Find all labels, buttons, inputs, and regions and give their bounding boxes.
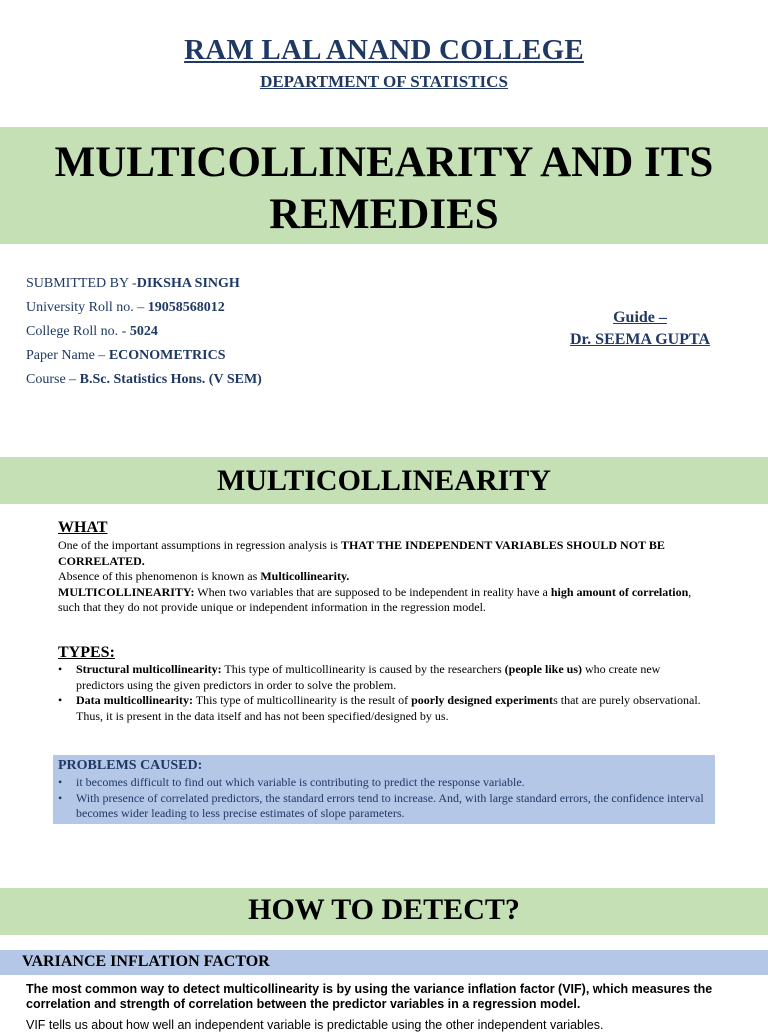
- department-name: DEPARTMENT OF STATISTICS: [260, 72, 508, 91]
- submitted-by-row: [26, 272, 262, 296]
- type-name: Structural multicollinearity:: [76, 662, 222, 676]
- problems-list: [58, 775, 708, 822]
- types-list: [58, 662, 708, 724]
- univ-roll-value: 19058568012: [147, 300, 225, 315]
- page-title: [0, 137, 768, 241]
- guide-name: Dr. SEEMA GUPTA: [569, 331, 710, 348]
- what-paragraph-3: [58, 585, 708, 616]
- what-paragraph-1: [58, 538, 708, 569]
- univ-roll-label: University Roll no. –: [26, 300, 148, 315]
- title-line-1: MULTICOLLINEARITY AND ITS: [54, 139, 714, 186]
- what-heading: WHAT: [58, 519, 108, 536]
- what-p3-bold: high amount of correlation: [550, 584, 689, 599]
- paper-name-row: [26, 344, 262, 368]
- type-text: This type of multicollinearity is the result of: [192, 693, 412, 707]
- type-bold: poorly designed experiment: [411, 693, 554, 707]
- section-title-multicollinearity: MULTICOLLINEARITY: [217, 464, 551, 497]
- section-title-detect: HOW TO DETECT?: [248, 893, 520, 926]
- guide-block: [548, 307, 732, 351]
- bullet-dot: •: [58, 790, 63, 805]
- what-p2-bold: Multicollinearity.: [260, 569, 350, 583]
- types-heading: TYPES:: [58, 644, 115, 661]
- title-line-2: REMEDIES: [269, 191, 499, 238]
- list-item: [58, 662, 708, 693]
- type-tail: s that are purely observational. Thus, it is present in the data itself and has not been specified/designed by us.: [76, 693, 701, 723]
- college-roll-label: College Roll no. -: [26, 324, 130, 339]
- course-label: Course –: [26, 372, 80, 387]
- submitted-label: SUBMITTED BY -: [26, 276, 137, 291]
- what-body: [58, 538, 708, 616]
- paper-name-label: Paper Name –: [26, 348, 109, 363]
- type-text: This type of multicollinearity is caused by the researchers: [221, 662, 505, 676]
- college-name: RAM LAL ANAND COLLEGE: [184, 34, 584, 66]
- type-bold: (people like us): [504, 662, 583, 676]
- type-tail: who create new predictors using the given predictors in order to solve the problem.: [76, 662, 661, 692]
- vif-extra: VIF tells us about how well an independent variable is predictable using the other independent variables.: [26, 1018, 604, 1032]
- what-p3-text: When two variables that are supposed to be independent in reality have a: [194, 584, 551, 599]
- list-item: [58, 693, 708, 724]
- what-paragraph-2: [58, 569, 708, 585]
- what-p3-term: MULTICOLLINEARITY:: [58, 584, 195, 599]
- college-roll-row: [26, 320, 262, 344]
- what-p1-text: One of the important assumptions in regression analysis is: [58, 538, 341, 552]
- college-roll-value: 5024: [129, 324, 158, 339]
- what-p3-tail: , such that they do not provide unique or independent information in the regression model.: [58, 584, 692, 614]
- type-name: Data multicollinearity:: [76, 693, 193, 707]
- course-row: [26, 368, 262, 392]
- course-value: B.Sc. Statistics Hons. (V SEM): [79, 372, 262, 387]
- what-p2-text: Absence of this phenomenon is known as: [58, 569, 261, 583]
- problem-text: With presence of correlated predictors, the standard errors tend to increase. And, with large standard errors, the confidence interval becomes wider leading to less precise estimates of slope parameters.: [76, 790, 704, 820]
- guide-label: Guide –: [613, 309, 667, 326]
- bullet-dot: •: [58, 662, 63, 676]
- problem-text: it becomes difficult to find out which variable is contributing to predict the response variable.: [76, 775, 525, 789]
- what-p1-bold: THAT THE INDEPENDENT VARIABLES SHOULD NOT BE CORRELATED.: [58, 538, 665, 568]
- vif-heading: VARIANCE INFLATION FACTOR: [22, 953, 270, 970]
- submitted-value: DIKSHA SINGH: [136, 276, 240, 291]
- univ-roll-row: [26, 296, 262, 320]
- submission-info: [26, 272, 262, 392]
- vif-body: The most common way to detect multicollinearity is by using the variance inflation factor (VIF), which measures the correlation and strength of correlation between the predictor variables in a regression model.: [26, 982, 713, 1011]
- paper-name-value: ECONOMETRICS: [108, 348, 226, 363]
- list-item: [58, 775, 708, 791]
- bullet-dot: •: [58, 775, 63, 789]
- problems-heading: PROBLEMS CAUSED:: [58, 758, 203, 773]
- bullet-dot: •: [58, 693, 63, 707]
- list-item: [58, 791, 708, 822]
